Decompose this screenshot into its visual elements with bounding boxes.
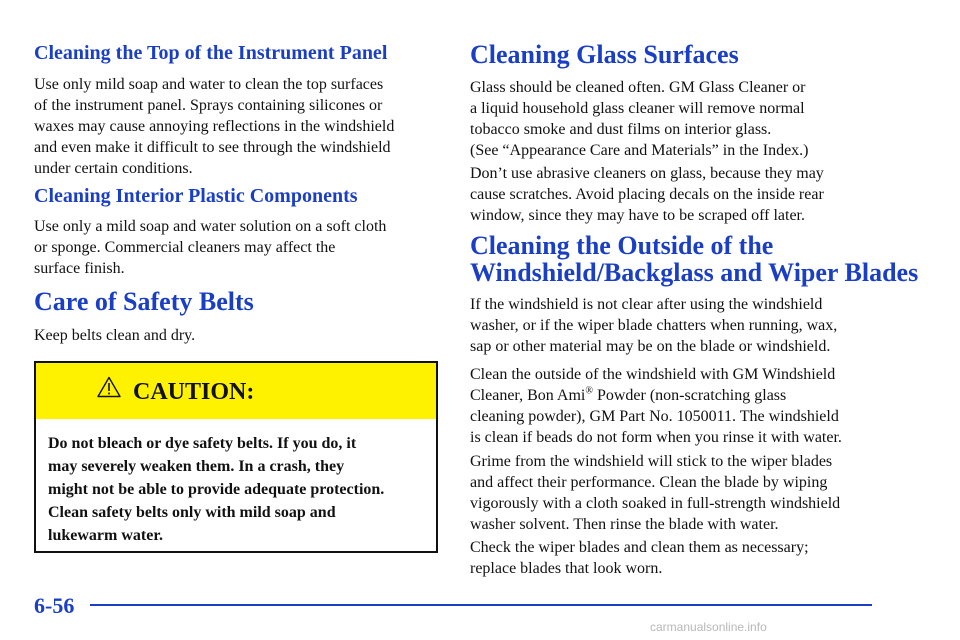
body-windshield-1: If the windshield is not clear after using the windshield washer, or if the wiper blade chatters when running, wax, sap or other material may be on the blade or windshield. <box>470 296 838 355</box>
caution-header <box>36 363 436 419</box>
warning-triangle-icon <box>97 376 121 398</box>
caution-title: CAUTION: <box>133 379 255 405</box>
body-windshield-2 <box>470 364 842 448</box>
body-instrument-panel: Use only mild soap and water to clean the top surfaces of the instrument panel. Sprays containing silicones or waxes may cause annoying reflections in the windshield and even make it difficult to see through the windshield under certain conditions. <box>34 76 395 177</box>
heading-outside-windshield-line2: Windshield/Backglass and Wiper Blades <box>470 258 919 287</box>
heading-safety-belts: Care of Safety Belts <box>34 287 254 316</box>
caution-box <box>34 361 438 553</box>
watermark: carmanualsonline.info <box>650 620 767 634</box>
heading-interior-plastic: Cleaning Interior Plastic Components <box>34 185 358 207</box>
body-windshield-2-end: Powder (non-scratching glass cleaning powder), GM Part No. 1050011. The windshield is clean if beads do not form when you rinse it with water. <box>470 387 842 446</box>
heading-glass-surfaces: Cleaning Glass Surfaces <box>470 40 739 69</box>
body-safety-belts: Keep belts clean and dry. <box>34 327 196 344</box>
caution-body: Do not bleach or dye safety belts. If you do, it may severely weaken them. In a crash, they might not be able to provide adequate protection. Clean safety belts only with mild soap and lukewarm water. <box>48 435 385 544</box>
body-windshield-3: Grime from the windshield will stick to the wiper blades and affect their performance. Clean the blade by wiping vigorously with a cloth soaked in full-strength windshield washer solvent. Then rinse the blade with water. <box>470 453 841 533</box>
body-glass-surfaces-1: Glass should be cleaned often. GM Glass Cleaner or a liquid household glass cleaner will remove normal tobacco smoke and dust films on interior glass. (See “Appearance Care and Materials” in the Index.) <box>470 79 809 159</box>
heading-instrument-panel: Cleaning the Top of the Instrument Panel <box>34 42 388 64</box>
footer-rule <box>90 604 872 606</box>
page-number: 6-56 <box>34 593 75 618</box>
body-windshield-2-start: Clean the outside of the windshield with GM Windshield Cleaner, Bon Ami <box>470 366 836 404</box>
body-windshield-4: Check the wiper blades and clean them as necessary; replace blades that look worn. <box>470 539 809 577</box>
registered-mark: ® <box>585 385 593 397</box>
body-interior-plastic: Use only a mild soap and water solution on a soft cloth or sponge. Commercial cleaners may affect the surface finish. <box>34 218 387 277</box>
body-glass-surfaces-2: Don’t use abrasive cleaners on glass, because they may cause scratches. Avoid placing decals on the inside rear window, since they may have to be scraped off later. <box>470 165 824 224</box>
heading-outside-windshield-line1: Cleaning the Outside of the <box>470 231 774 260</box>
